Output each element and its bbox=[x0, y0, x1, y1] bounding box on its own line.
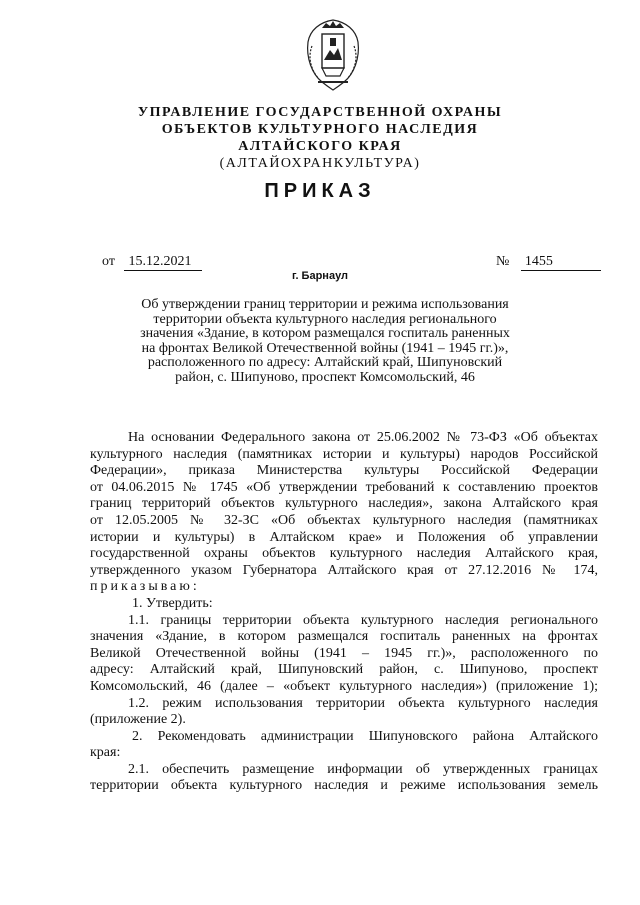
date-row bbox=[102, 254, 202, 271]
subject-line: расположенного по адресу: Алтайский край, Шипуновский bbox=[147, 355, 503, 370]
date-label: от bbox=[102, 254, 115, 269]
item-2-line: края: bbox=[90, 745, 121, 761]
subject-line: на фронтах Великой Отечественной войны (1941 – 1945 гг.)», bbox=[141, 340, 509, 356]
subject-line: территории объекта культурного наследия регионального bbox=[153, 311, 497, 327]
item-1-2-line: 1.2. режим использования территории объекта культурного наследия bbox=[128, 695, 598, 711]
item-1-2-line: (приложение 2). bbox=[90, 712, 186, 728]
item-1: 1. Утвердить: bbox=[132, 595, 213, 611]
item-1-1-line: 1.1. границы территории объекта культурного наследия регионального bbox=[128, 612, 598, 628]
preamble-line: границ территорий объектов культурного наследия», закона Алтайского края bbox=[90, 496, 598, 512]
preamble-line: от 04.06.2015 № 1745 «Об утверждении требований к составлению проектов bbox=[90, 479, 598, 495]
item-1-1-line: Великой Отечественной войны (1941 – 1945 гг.)», расположенного по bbox=[90, 645, 598, 661]
item-1-1-line: адресу: Алтайский край, Шипуновский район, с. Шипуново, проспект bbox=[90, 662, 598, 678]
item-1-1-line: значения «Здание, в котором размещался госпиталь раненных на фронтах bbox=[90, 629, 598, 645]
number-label: № bbox=[496, 254, 510, 269]
org-line-1: УПРАВЛЕНИЕ ГОСУДАРСТВЕННОЙ ОХРАНЫ bbox=[137, 105, 503, 120]
number-value: 1455 bbox=[521, 254, 601, 271]
subject-line: Об утверждении границ территории и режима использования bbox=[141, 297, 509, 312]
preamble-line: культурного наследия (памятниках истории и культуры) народов Российской bbox=[90, 446, 598, 462]
preamble-line: государственной охраны объектов культурного наследия Алтайского края, bbox=[90, 546, 598, 562]
org-line-2: ОБЪЕКТОВ КУЛЬТУРНОГО НАСЛЕДИЯ bbox=[161, 122, 479, 137]
item-2-line: 2. Рекомендовать администрации Шипуновского района Алтайского bbox=[132, 728, 598, 744]
coat-of-arms-emblem bbox=[300, 16, 366, 94]
item-2-1-line: 2.1. обеспечить размещение информации об утвержденных границах bbox=[128, 761, 598, 777]
date-value: 15.12.2021 bbox=[124, 254, 202, 271]
preamble-line: На основании Федерального закона от 25.06.2002 № 73-ФЗ «Об объектах bbox=[128, 430, 598, 445]
preamble-line: истории и культуры) в Алтайском крае» и Положения об управлении bbox=[90, 529, 598, 545]
number-row bbox=[496, 254, 601, 271]
city: г. Барнаул bbox=[291, 270, 349, 282]
preamble-line: Федерации», приказа Министерства культуры Российской Федерации bbox=[90, 463, 598, 479]
subject-block bbox=[130, 298, 520, 385]
preamble-line: от 12.05.2005 № 32-ЗС «Об объектах культурного наследия (памятниках bbox=[90, 512, 598, 528]
organization-header bbox=[0, 104, 640, 172]
document-body bbox=[90, 430, 598, 795]
item-1-1-line: Комсомольский, 46 (далее – «объект культурного наследия») (приложение 1); bbox=[90, 678, 598, 694]
item-2-1-line: территории объекта культурного наследия и режиме использования земель bbox=[90, 778, 598, 794]
document-title: ПРИКАЗ bbox=[264, 180, 376, 202]
org-line-4: (АЛТАЙОХРАНКУЛЬТУРА) bbox=[219, 156, 421, 171]
preamble-line: утвержденного указом Губернатора Алтайского края от 27.12.2016 № 174, bbox=[90, 562, 598, 578]
subject-line: район, с. Шипуново, проспект Комсомольский, 46 bbox=[175, 369, 475, 385]
subject-line: значения «Здание, в котором размещался госпиталь раненных bbox=[140, 326, 510, 341]
org-line-3: АЛТАЙСКОГО КРАЯ bbox=[238, 139, 402, 154]
order-word: приказываю: bbox=[90, 579, 200, 595]
